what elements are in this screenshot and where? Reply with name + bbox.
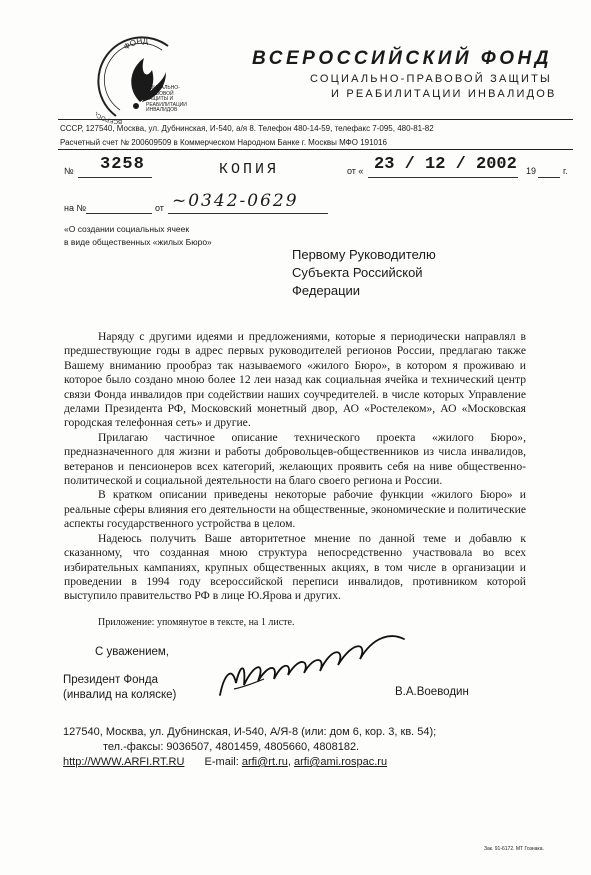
ref-date-line [168,213,328,214]
ref-number-line [86,213,152,214]
regards: С уважением, [95,646,169,658]
website-link[interactable]: http://WWW.ARFI.RT.RU [63,756,185,768]
print-mark: Зак. 91-6172. МТ Гознака. [484,846,544,852]
org-name-line1: ВСЕРОССИЙСКИЙ ФОНД [252,48,552,69]
ref-from-label: от [155,203,164,213]
paragraph-3: В кратком описании приведены некоторые рабочие функции «жилого Бюро» и реальные сферы влияния его деятельности на общественные, экономические и политические аспекты государственного устройства в целом. [64,488,526,531]
reg-g-label: г. [563,166,568,176]
footer-address: 127540, Москва, ул. Дубнинская, И-540, А/Я-8 (или: дом 6, кор. 3, кв. 54); [63,726,437,738]
addressee-line2: Субъекта Российской [292,265,423,280]
signer-title-2: (инвалид на коляске) [63,689,177,701]
reg-number-label: № [64,166,74,176]
reg-date-line [368,177,518,178]
reg-number-line [78,177,152,178]
paragraph-1: Наряду с другими идеями и предложениями, которые я периодически направлял в предшествующие годы в адрес первых руководителей регионов России, предлагаю также Вашему вниманию прообраз так называемого «жилого Бюро», в котором я проживаю и которое было создано мною более 12 леи назад как социальная ячейка и технический центр связи Фонда инвалидов при содействии наших соучредителей. в числе которых Управление делами Президента РФ, Московский монетный двор, АО «Ростелеком», АО «Московская городская телефонная сеть» и другие. [64,330,526,430]
addressee-line3: Федерации [292,283,361,298]
handwritten-signature [214,625,414,710]
header-rule-top [58,119,573,120]
attachment-note: Приложение: упомянутое в тексте, на 1 листе. [98,617,295,628]
bank-line: Расчетный счет № 200609509 в Коммерческом Народном Банке г. Москвы МФО 191016 [60,138,387,147]
addressee-line1: Первому Руководителю [292,247,436,262]
email-link-2[interactable]: arfi@ami.rospac.ru [293,756,388,768]
email-label: E-mail: [204,756,239,768]
paragraph-2: Прилагаю частичное описание технического проекта «жилого Бюро», предназначенного для жизни и работы добровольцев-общественников из числа инвалидов, ветеранов и пенсионеров всех категорий, желающих проявить себя на ниве общественно-политической и социальной деятельности на благо своего региона и России. [64,430,526,488]
copy-stamp: КОПИЯ [219,161,280,178]
reg-year-suffix: 19 [526,166,537,176]
ref-label: на № [64,203,87,213]
reg-year-line [538,177,560,178]
letter-body [64,330,526,604]
org-name-line2: СОЦИАЛЬНО-ПРАВОВОЙ ЗАЩИТЫ [310,73,552,85]
reg-number-value: 3258 [100,155,145,174]
footer-contacts [63,756,387,768]
reg-date-label: от « [347,166,364,176]
contact-line: СССР, 127540, Москва, ул. Дубнинская, И-540, а/я 8. Телефон 480-14-59, телефакс 7-095, 480-81-82 [60,124,434,133]
footer-phones: тел.-факсы: 9036507, 4801459, 4805660, 4808182. [103,741,360,753]
subject-line2: в виде общественных «жилых Бюро» [64,237,212,247]
header-rule-bottom [58,149,573,150]
logo-inner-text: СОЦИАЛЬНО-ПРАВОВОЙ ЗАЩИТЫ И РЕАБИЛИТАЦИИ ИНВАЛИДОВ [146,85,187,113]
subject-line1: «О создании социальных ячеек [64,224,190,234]
foundation-logo [96,28,188,128]
email-link-1[interactable]: arfi@rt.ru [241,756,288,768]
email-separator: , [287,756,291,768]
paragraph-4: Надеюсь получить Ваше авторитетное мнение по данной теме и добавлю к сказанному, что созданная мною структура непосредственно участвовала во всех избирательных кампаниях, крупных общественных акциях, в том числе в организации и проведении в 1994 году всероссийской переписи инвалидов, противником которой выступило правительство РФ в лице Ю.Ярова и других. [64,531,526,603]
signer-name: В.А.Воеводин [395,686,469,698]
reg-date-value: 23 / 12 / 2002 [374,155,517,174]
signer-title-1: Президент Фонда [63,674,159,686]
logo-ring-top-text: ФОНД [122,36,149,52]
org-name-line3: И РЕАБИЛИТАЦИИ ИНВАЛИДОВ [331,88,557,100]
ref-handwritten-value: ~0342-0629 [172,191,299,211]
logo-ring-left-text: ВСЕРОС [96,111,123,125]
